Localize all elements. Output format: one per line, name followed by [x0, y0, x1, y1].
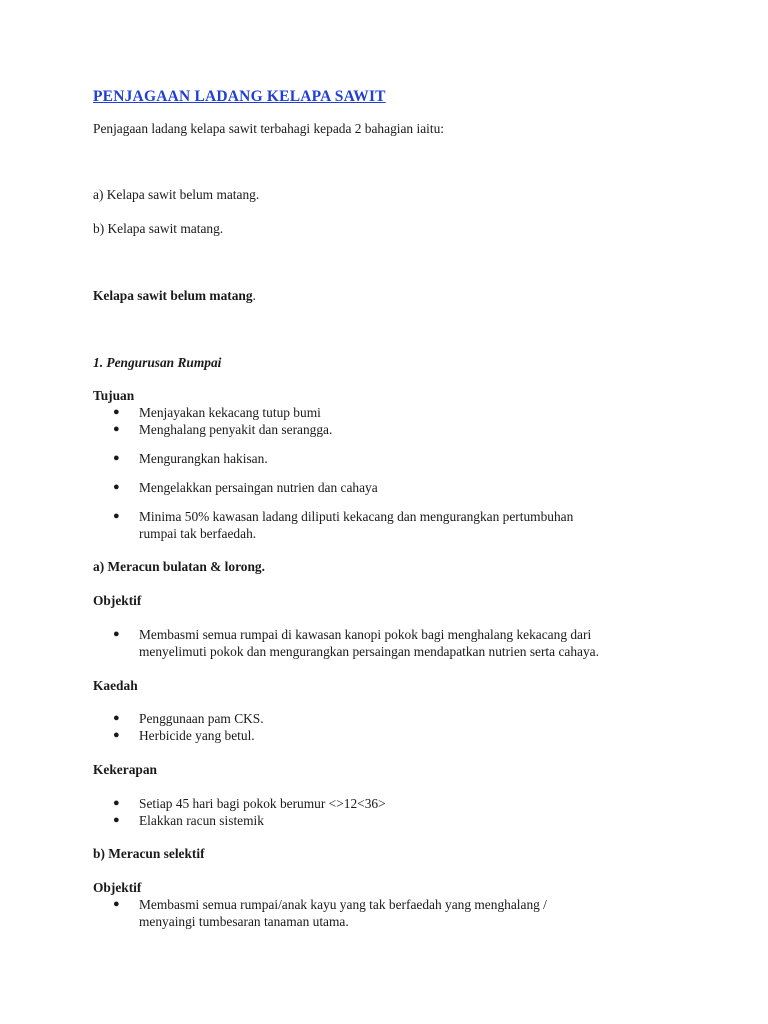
objektif-item-line1: Membasmi semua rumpai/anak kayu yang tak berfaedah yang menghalang /	[139, 897, 547, 912]
bullet-icon: ●	[113, 481, 120, 493]
bullet-icon: ●	[113, 729, 120, 741]
tujuan-item: Mengelakkan persaingan nutrien dan cahaya	[139, 480, 378, 495]
subsection-1-heading: 1. Pengurusan Rumpai	[93, 355, 222, 370]
kaedah-item: Penggunaan pam CKS.	[139, 711, 264, 726]
bullet-icon: ●	[113, 406, 120, 418]
bullet-icon: ●	[113, 423, 120, 435]
objektif-item-line1: Membasmi semua rumpai di kawasan kanopi pokok bagi menghalang kekacang dari	[139, 627, 592, 642]
intro-paragraph: Penjagaan ladang kelapa sawit terbahagi kepada 2 bahagian iaitu:	[93, 121, 444, 136]
tujuan-item: Menghalang penyakit dan serangga.	[139, 422, 333, 437]
objektif-label: Objektif	[93, 593, 142, 608]
bullet-icon: ●	[113, 628, 120, 640]
kekerapan-item: Setiap 45 hari bagi pokok berumur <>12<36>	[139, 796, 386, 811]
bullet-icon: ●	[113, 898, 120, 910]
tujuan-item: Menjayakan kekacang tutup bumi	[139, 405, 321, 420]
subsection-a-heading: a) Meracun bulatan & lorong.	[93, 559, 265, 574]
section-heading-text: Kelapa sawit belum matang	[93, 288, 253, 303]
subsection-b-heading: b) Meracun selektif	[93, 846, 205, 861]
kaedah-item: Herbicide yang betul.	[139, 728, 255, 743]
objektif-item-line2: menyelimuti pokok dan mengurangkan persaingan mendapatkan nutrien serta cahaya.	[139, 644, 599, 659]
bullet-icon: ●	[113, 814, 120, 826]
bullet-icon: ●	[113, 797, 120, 809]
section-heading-period: .	[252, 288, 256, 303]
objektif-label: Objektif	[93, 880, 142, 895]
tujuan-item-line1: Minima 50% kawasan ladang diliputi kekacang dan mengurangkan pertumbuhan	[139, 509, 574, 524]
section-heading	[93, 287, 256, 304]
part-b-line: b) Kelapa sawit matang.	[93, 221, 224, 236]
objektif-item-line2: menyaingi tumbesaran tanaman utama.	[139, 914, 349, 929]
bullet-icon: ●	[113, 510, 120, 522]
tujuan-item: Mengurangkan hakisan.	[139, 451, 268, 466]
bullet-icon: ●	[113, 712, 120, 724]
tujuan-item-line2: rumpai tak berfaedah.	[139, 526, 257, 541]
part-a-line: a) Kelapa sawit belum matang.	[93, 187, 260, 202]
tujuan-label: Tujuan	[93, 388, 135, 403]
document-title: PENJAGAAN LADANG KELAPA SAWIT	[93, 88, 386, 105]
kaedah-label: Kaedah	[93, 678, 138, 693]
bullet-icon: ●	[113, 452, 120, 464]
kekerapan-label: Kekerapan	[93, 762, 157, 777]
kekerapan-item: Elakkan racun sistemik	[139, 813, 264, 828]
